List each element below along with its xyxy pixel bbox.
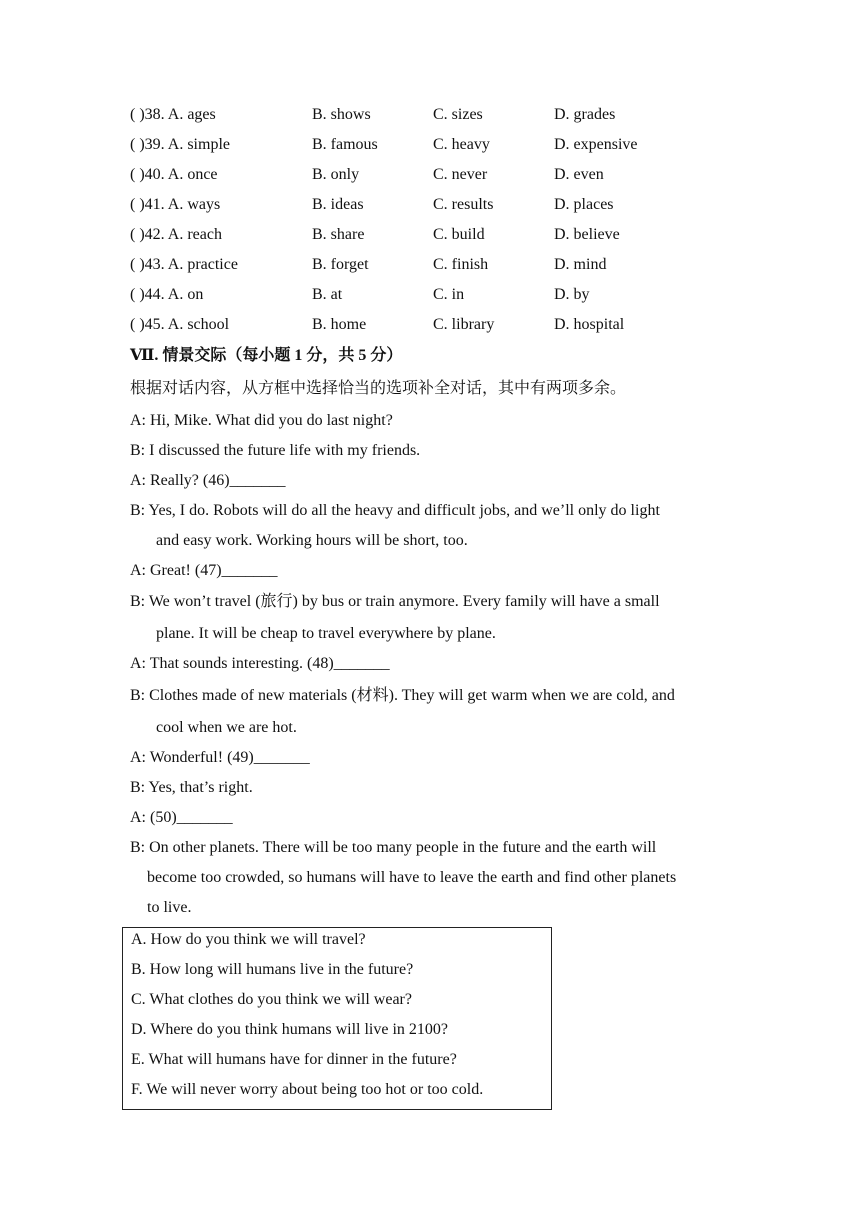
dialogue-line-cont: become too crowded, so humans will have to leave the earth and find other planets — [147, 869, 677, 886]
section-title: Ⅶ. 情景交际（每小题 1 分，共 5 分） — [130, 347, 403, 364]
dialogue-line: B: On other planets. There will be too many people in the future and the earth will — [130, 839, 657, 856]
section-instruction: 根据对话内容，从方框中选择恰当的选项补全对话，其中有两项多余。 — [130, 380, 627, 397]
dialogue-line: B: Yes, that’s right. — [130, 779, 253, 796]
option-d: D. hospital — [554, 316, 625, 333]
option-b: B. forget — [312, 256, 369, 273]
option-b: B. ideas — [312, 196, 364, 213]
dialogue-line: A: (50)_______ — [130, 809, 233, 826]
dialogue-line-cont: and easy work. Working hours will be short, too. — [156, 532, 468, 549]
question-stem: ( )43. A. practice — [130, 256, 238, 273]
option-item: A. How do you think we will travel? — [131, 931, 366, 948]
question-stem: ( )45. A. school — [130, 316, 230, 333]
option-d: D. expensive — [554, 136, 638, 153]
option-d: D. mind — [554, 256, 607, 273]
dialogue-line: B: We won’t travel (旅行) by bus or train anymore. Every family will have a small — [130, 593, 660, 610]
option-item: D. Where do you think humans will live in 2100? — [131, 1021, 448, 1038]
dialogue-line: B: I discussed the future life with my friends. — [130, 442, 421, 459]
dialogue-line: A: That sounds interesting. (48)_______ — [130, 655, 390, 672]
dialogue-line: A: Really? (46)_______ — [130, 472, 286, 489]
options-box — [122, 927, 552, 1110]
option-b: B. famous — [312, 136, 378, 153]
question-stem: ( )42. A. reach — [130, 226, 222, 243]
option-item: B. How long will humans live in the future? — [131, 961, 414, 978]
dialogue-line: A: Wonderful! (49)_______ — [130, 749, 310, 766]
option-item: F. We will never worry about being too hot or too cold. — [131, 1081, 484, 1098]
dialogue-line-cont: plane. It will be cheap to travel everywhere by plane. — [156, 625, 496, 642]
dialogue-line: A: Hi, Mike. What did you do last night? — [130, 412, 393, 429]
option-d: D. by — [554, 286, 590, 303]
option-d: D. believe — [554, 226, 620, 243]
dialogue-line: A: Great! (47)_______ — [130, 562, 278, 579]
option-b: B. at — [312, 286, 343, 303]
question-stem: ( )44. A. on — [130, 286, 204, 303]
option-b: B. share — [312, 226, 365, 243]
option-c: C. sizes — [433, 106, 483, 123]
option-c: C. library — [433, 316, 495, 333]
option-c: C. never — [433, 166, 488, 183]
option-b: B. only — [312, 166, 360, 183]
option-d: D. places — [554, 196, 614, 213]
option-c: C. build — [433, 226, 485, 243]
dialogue-line: B: Yes, I do. Robots will do all the heavy and difficult jobs, and we’ll only do light — [130, 502, 660, 519]
dialogue-line: B: Clothes made of new materials (材料). They will get warm when we are cold, and — [130, 687, 675, 704]
question-stem: ( )39. A. simple — [130, 136, 230, 153]
question-stem: ( )38. A. ages — [130, 106, 216, 123]
option-c: C. finish — [433, 256, 489, 273]
option-c: C. heavy — [433, 136, 490, 153]
option-d: D. even — [554, 166, 604, 183]
dialogue-line-cont: cool when we are hot. — [156, 719, 297, 736]
option-b: B. shows — [312, 106, 371, 123]
question-stem: ( )40. A. once — [130, 166, 218, 183]
option-d: D. grades — [554, 106, 616, 123]
option-b: B. home — [312, 316, 367, 333]
option-item: E. What will humans have for dinner in the future? — [131, 1051, 457, 1068]
option-c: C. results — [433, 196, 494, 213]
question-stem: ( )41. A. ways — [130, 196, 221, 213]
option-item: C. What clothes do you think we will wear? — [131, 991, 412, 1008]
dialogue-line-cont: to live. — [147, 899, 192, 916]
option-c: C. in — [433, 286, 465, 303]
